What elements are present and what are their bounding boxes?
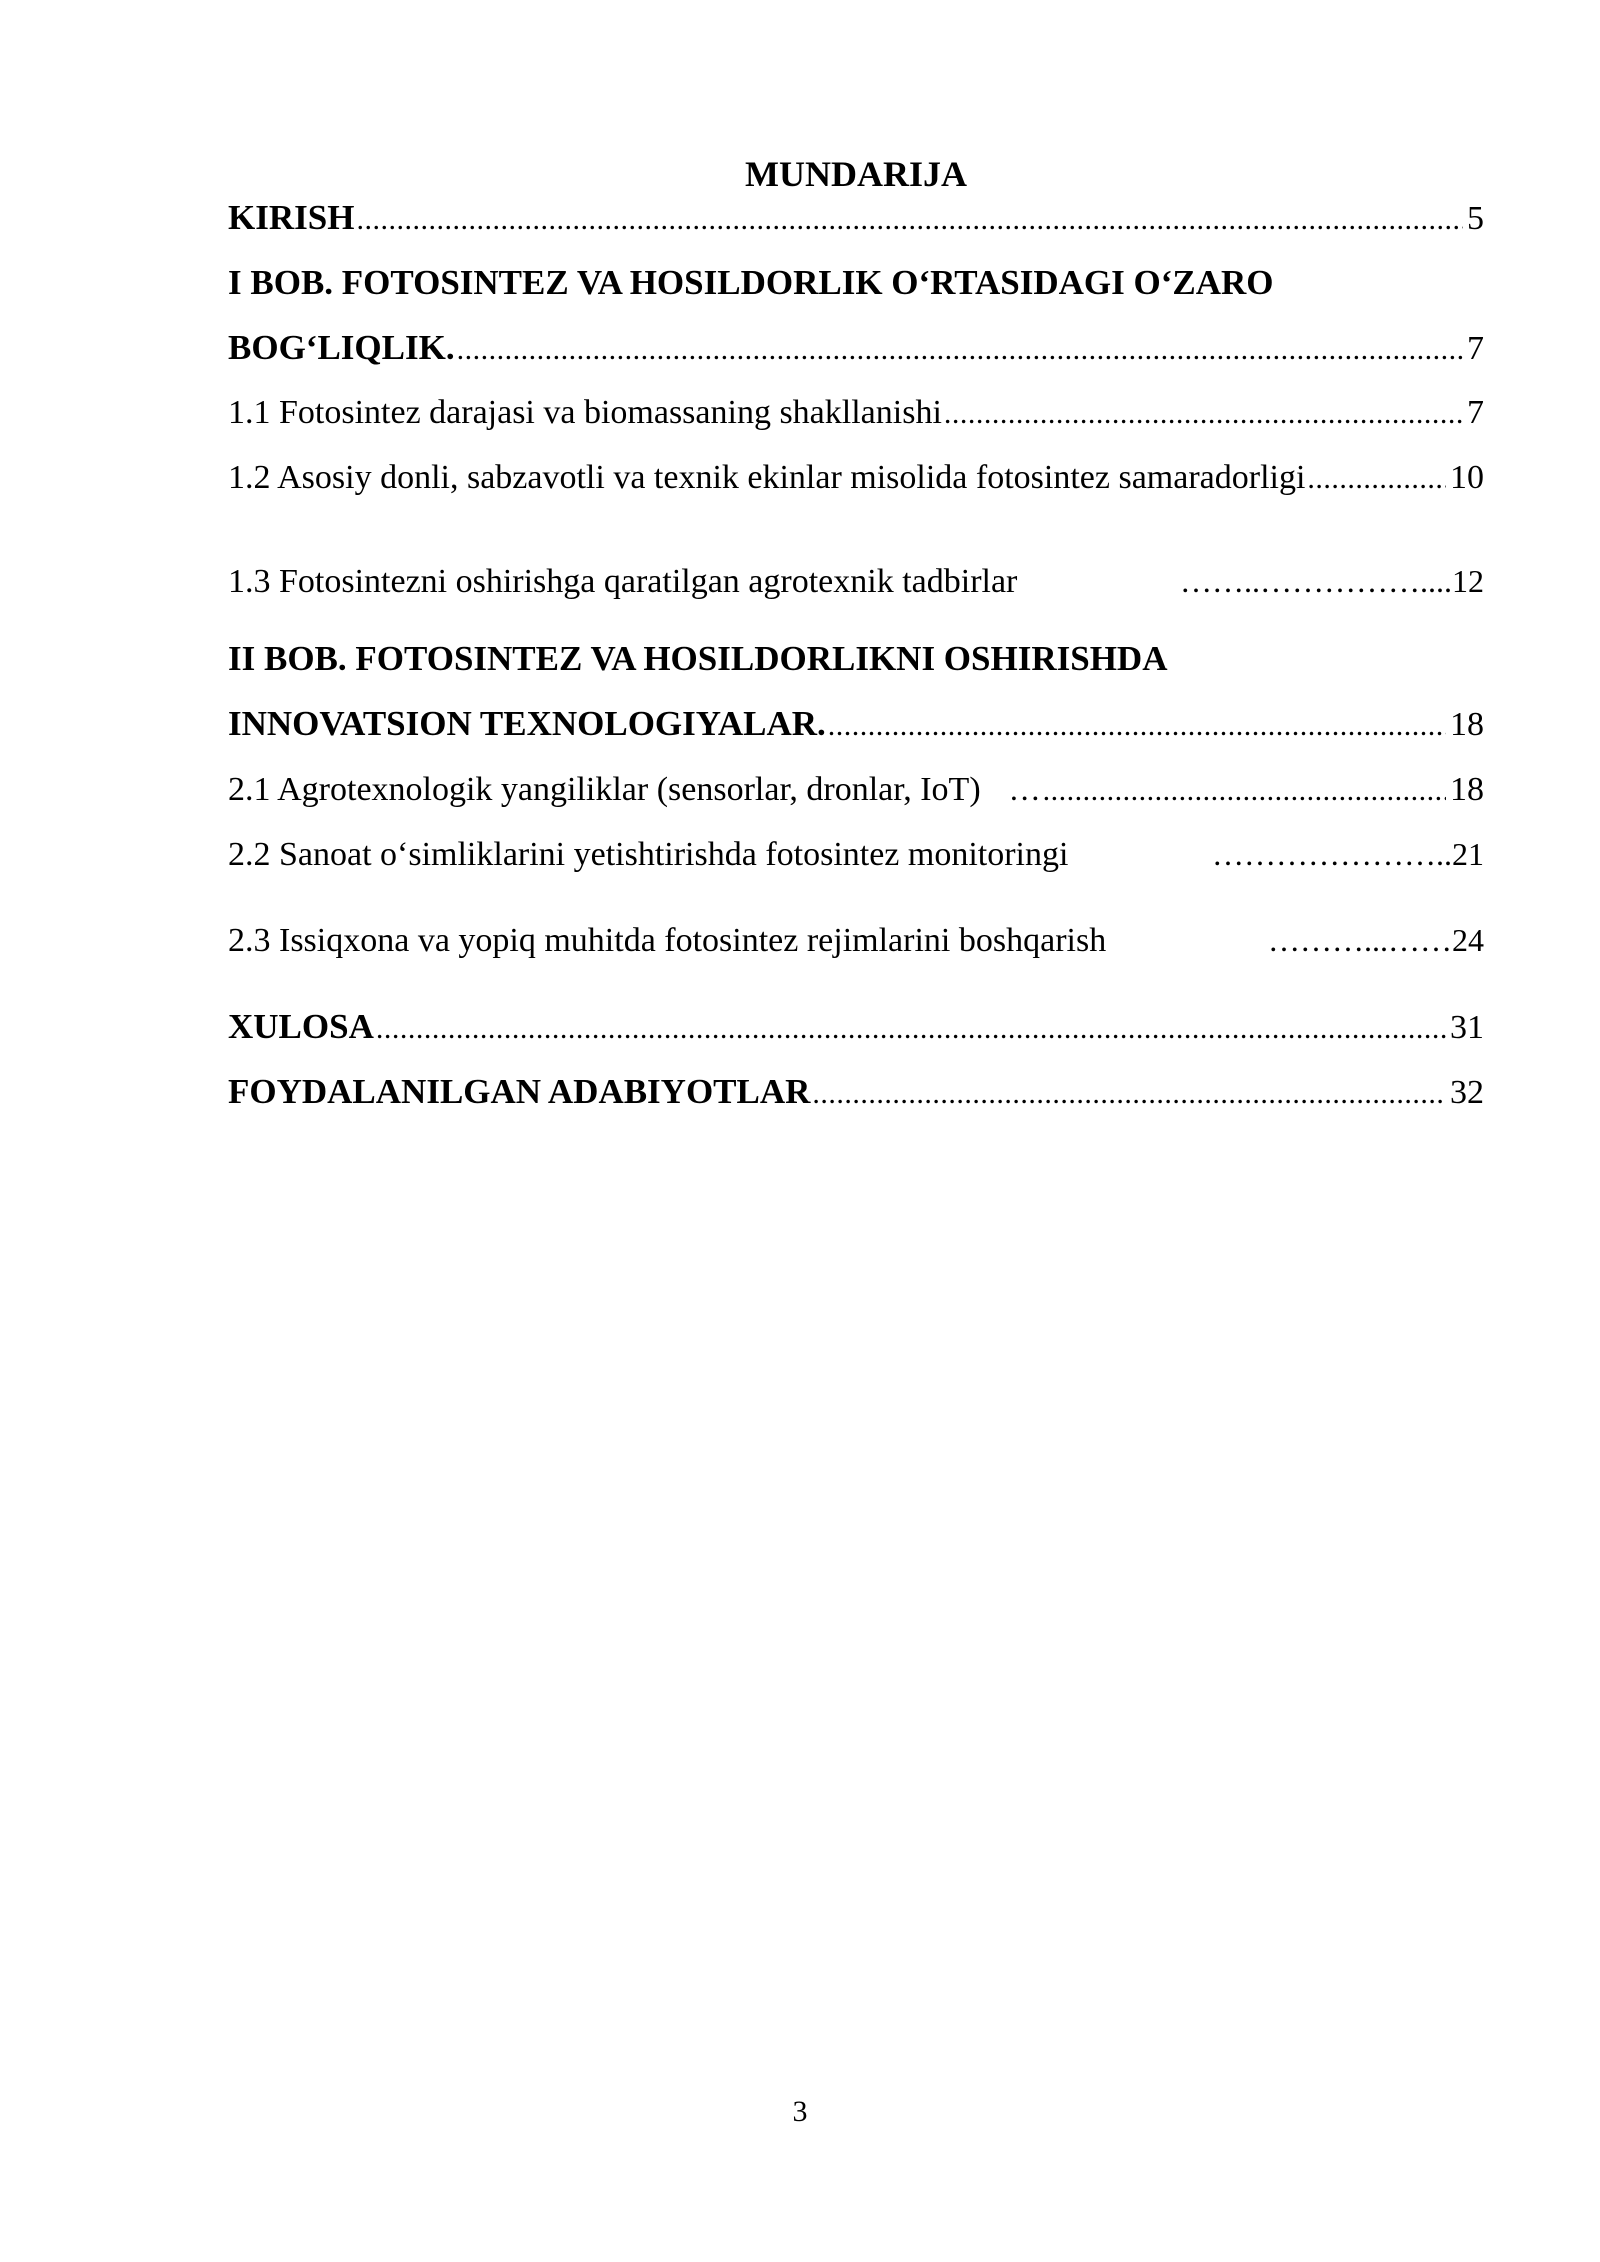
dot-leader — [376, 1007, 1446, 1051]
toc-entry-page: 10 — [1450, 459, 1484, 496]
toc-entry-page: 5 — [1467, 200, 1484, 237]
toc-entry-page: 7 — [1467, 330, 1484, 367]
toc-entry-page: 7 — [1467, 394, 1484, 431]
toc-entry-2-1[interactable] — [228, 767, 1484, 813]
toc-entry-page: 18 — [1450, 706, 1484, 743]
toc-entry-label: KIRISH — [228, 198, 355, 237]
toc-entry-chapter-2-title-line1[interactable] — [228, 637, 1484, 681]
toc-entry-leader: ………...……24 — [1268, 922, 1484, 958]
dot-leader — [1307, 457, 1446, 501]
toc-entry-label: 1.2 Asosiy donli, sabzavotli va texnik ekinlar misolida fotosintez samaradorligi — [228, 459, 1306, 496]
toc-entry-label: BOG‘LIQLIK. — [228, 328, 455, 367]
dot-leader — [457, 328, 1463, 372]
toc-entry-label: I BOB. FOTOSINTEZ VA HOSILDORLIK O‘RTASIDAGI O‘ZARO — [228, 263, 1274, 302]
toc-entry-label: XULOSA — [228, 1007, 374, 1046]
dot-leader — [828, 704, 1446, 748]
toc-entry-leader: … — [1008, 771, 1041, 807]
toc-entry-1-2[interactable] — [228, 456, 1484, 501]
toc-entry-references[interactable] — [228, 1070, 1484, 1116]
dot-leader — [356, 198, 1463, 242]
toc-entry-chapter-1-title-line2[interactable] — [228, 326, 1484, 372]
toc-entry-chapter-1-title-line1[interactable] — [228, 261, 1484, 305]
toc-entry-leader: …………………..21 — [1212, 836, 1484, 872]
toc-entry-label: 2.1 Agrotexnologik yangiliklar (sensorlar, dronlar, IoT) — [228, 771, 981, 808]
dot-leader — [1043, 769, 1446, 813]
toc-entry-2-2[interactable] — [228, 832, 1484, 877]
toc-entry-label: 2.2 Sanoat o‘simliklarini yetishtirishda fotosintez monitoringi — [228, 836, 1069, 873]
toc-entry-page: 32 — [1450, 1074, 1484, 1111]
toc-entry-1-1[interactable] — [228, 391, 1484, 436]
toc-entry-leader: ……..……………....12 — [1180, 563, 1484, 599]
toc-entry-label: 1.1 Fotosintez darajasi va biomassaning shakllanishi — [228, 394, 942, 431]
dot-leader — [812, 1072, 1446, 1116]
dot-leader — [944, 392, 1463, 436]
toc-entry-page: 18 — [1450, 771, 1484, 808]
toc-entry-label: 1.3 Fotosintezni oshirishga qaratilgan agrotexnik tadbirlar — [228, 563, 1018, 600]
toc-title: MUNDARIJA — [745, 154, 967, 194]
toc-entry-2-3[interactable] — [228, 918, 1484, 963]
toc-entry-label: 2.3 Issiqxona va yopiq muhitda fotosintez rejimlarini boshqarish — [228, 922, 1107, 959]
toc-entry-label: FOYDALANILGAN ADABIYOTLAR — [228, 1072, 811, 1111]
page-number: 3 — [792, 2095, 808, 2128]
toc-entry-label: INNOVATSION TEXNOLOGIYALAR. — [228, 704, 826, 743]
toc-entry-label: II BOB. FOTOSINTEZ VA HOSILDORLIKNI OSHIRISHDA — [228, 639, 1168, 678]
toc-entry-page: 31 — [1450, 1009, 1484, 1046]
toc-entry-kirish[interactable] — [228, 196, 1484, 242]
toc-entry-chapter-2-title-line2[interactable] — [228, 702, 1484, 748]
toc-entry-xulosa[interactable] — [228, 1005, 1484, 1051]
toc-entry-1-3[interactable] — [228, 559, 1484, 604]
